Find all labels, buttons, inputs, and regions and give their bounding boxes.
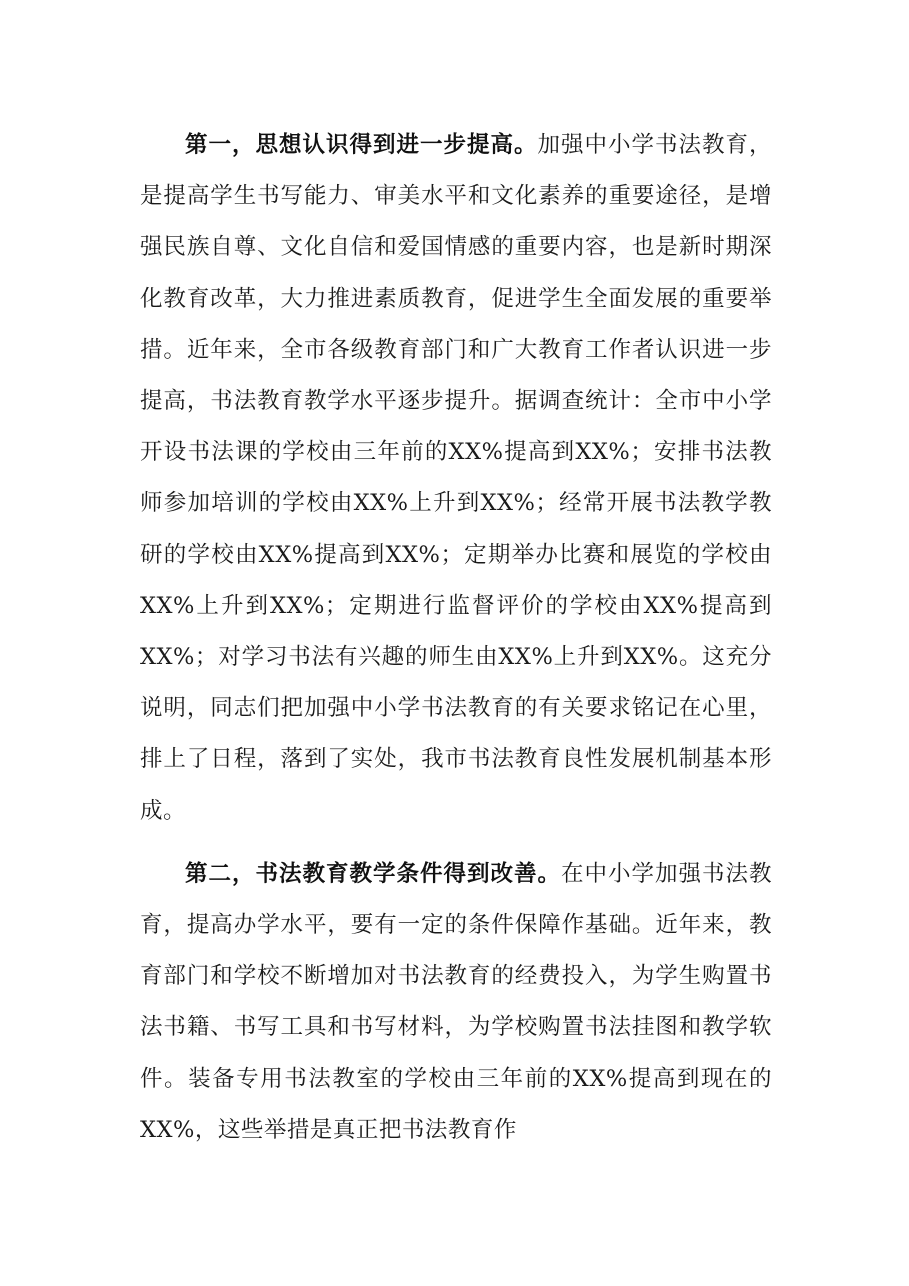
paragraph-1-text: 加强中小学书法教育，是提高学生书写能力、审美水平和文化素养的重要途径，是增强民族自尊、文化自信和爱国情感的重要内容，也是新时期深化教育改革，大力推进素质教育，促进学生全面发展的重要举措。近年来，全市各级教育部门和广大教育工作者认识进一步提高，书法教育教学水平逐步提升。据调查统计：全市中小学开设书法课的学校由三年前的XX%提高到XX%；安排书法教师参加培训的学校由XX%上升到XX%；经常开展书法教学教研的学校由XX%提高到XX%；定期举办比赛和展览的学校由XX%上升到XX%；定期进行监督评价的学校由XX%提高到XX%；对学习书法有兴趣的师生由XX%上升到XX%。这充分说明，同志们把加强中小学书法教育的有关要求铭记在心里，排上了日程，落到了实处，我市书法教育良性发展机制基本形成。 xyxy=(140,132,772,824)
paragraph-2-heading: 第二，书法教育教学条件得到改善。 xyxy=(185,860,561,887)
document-body xyxy=(140,120,772,1156)
paragraph-1 xyxy=(140,120,772,837)
paragraph-1-heading: 第一，思想认识得到进一步提高。 xyxy=(185,132,538,158)
paragraph-2-text: 在中小学加强书法教育，提高办学水平，要有一定的条件保障作基础。近年来，教育部门和学校不断增加对书法教育的经费投入，为学生购置书法书籍、书写工具和书写材料，为学校购置书法挂图和教学软件。装备专用书法教室的学校由三年前的XX%提高到现在的XX%，这些举措是真正把书法教育作 xyxy=(140,860,772,1143)
paragraph-2 xyxy=(140,849,772,1156)
